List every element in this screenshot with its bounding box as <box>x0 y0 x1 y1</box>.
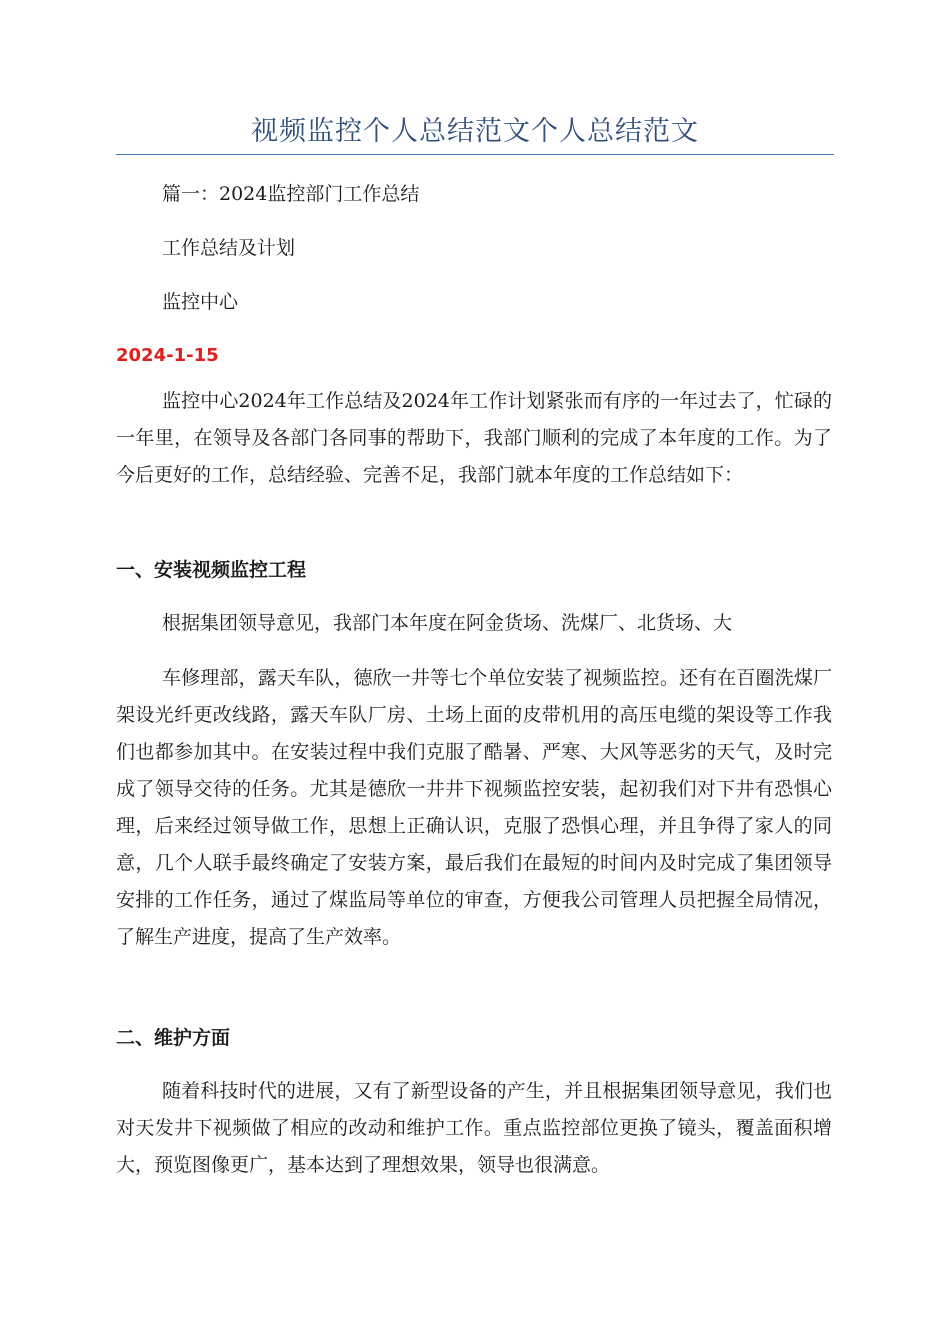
section-1-heading: 一、安装视频监控工程 <box>116 559 307 581</box>
section-2-heading: 二、维护方面 <box>116 1027 231 1049</box>
intro-line-summary: 工作总结及计划 <box>162 237 296 259</box>
title-underline <box>116 154 834 155</box>
intro-line-department: 监控中心 <box>162 291 239 313</box>
document-date: 2024-1-15 <box>116 345 219 366</box>
intro-paragraph: 监控中心2024年工作总结及2024年工作计划紧张而有序的一年过去了，忙碌的一年里，在领导及各部门各同事的帮助下，我部门顺利的完成了本年度的工作。为了今后更好的工作，总结经验、完善不足，我部门就本年度的工作总结如下： <box>116 390 832 486</box>
section-1-body: 车修理部，露天车队，德欣一井等七个单位安装了视频监控。还有在百圈洗煤厂架设光纤更改线路，露天车队厂房、土场上面的皮带机用的高压电缆的架设等工作我们也都参加其中。在安装过程中我们克服了酷暑、严寒、大风等恶劣的天气，及时完成了领导交待的任务。尤其是德欣一井井下视频监控安装，起初我们对下井有恐惧心理，后来经过领导做工作，思想上正确认识，克服了恐惧心理，并且争得了家人的同意，几个人联手最终确定了安装方案，最后我们在最短的时间内及时完成了集团领导安排的工作任务，通过了煤监局等单位的审查，方便我公司管理人员把握全局情况，了解生产进度，提高了生产效率。 <box>116 667 832 948</box>
section-2-body: 随着科技时代的进展，又有了新型设备的产生，并且根据集团领导意见，我们也对天发井下视频做了相应的改动和维护工作。重点监控部位更换了镜头，覆盖面积增大，预览图像更广，基本达到了理想效果，领导也很满意。 <box>116 1080 832 1176</box>
document-title: 视频监控个人总结范文个人总结范文 <box>251 116 699 147</box>
intro-line-chapter: 篇一：2024监控部门工作总结 <box>162 183 420 205</box>
section-1-first-line: 根据集团领导意见，我部门本年度在阿金货场、洗煤厂、北货场、大 <box>162 612 733 634</box>
